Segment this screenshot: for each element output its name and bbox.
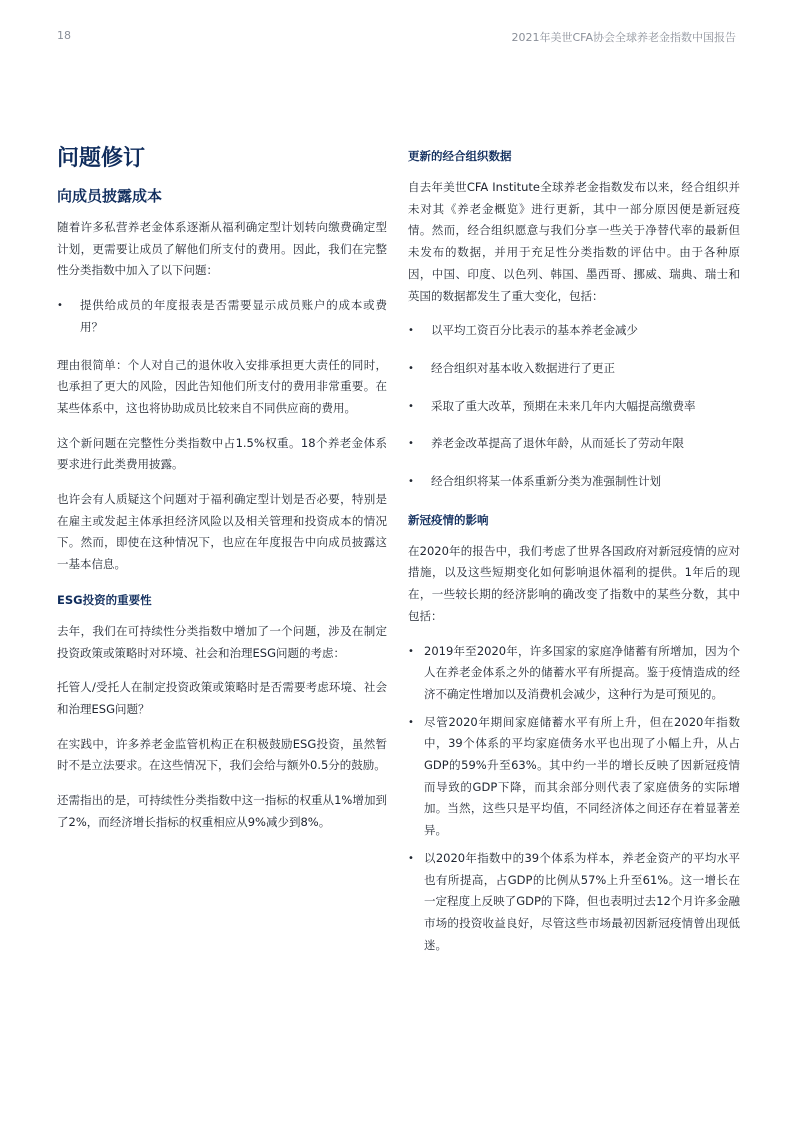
section-heading-esg: ESG投资的重要性	[57, 592, 152, 607]
list-item: • 以2020年指数中的39个体系为样本，养老金资产的平均水平也有所提高，占GDP的比例从57%上升至61%。这一增长在一定程度上反映了GDP的下降，但也表明过去12个月许多金融市场的投资收益良好，尽管这些市场最初因新冠疫情曾出现低迷。	[408, 848, 740, 957]
paragraph: 理由很简单：个人对自己的退休收入安排承担更大责任的同时，也承担了更大的风险，因此告知他们所支付的费用非常重要。在某些体系中，这也将协助成员比较来自不同供应商的费用。	[57, 357, 387, 415]
paragraph: 在2020年的报告中，我们考虑了世界各国政府对新冠疫情的应对措施，以及这些短期变化如何影响退休福利的提供。1年后的现在，一些较长期的经济影响的确改变了指数中的某些分数，其中包括：	[408, 543, 740, 623]
paragraph: 也许会有人质疑这个问题对于福利确定型计划是否必要，特别是在雇主或发起主体承担经济风险以及相关管理和投资成本的情况下。然而，即使在这种情况下，也应在年度报告中向成员披露这一基本信息。	[57, 492, 387, 572]
paragraph: 去年，我们在可持续性分类指数中增加了一个问题，涉及在制定投资政策或策略时对环境、社会和治理ESG问题的考虑：	[57, 623, 387, 660]
paragraph: 托管人/受托人在制定投资政策或策略时是否需要考虑环境、社会和治理ESG问题？	[57, 680, 387, 716]
section-heading-covid-impact: 新冠疫情的影响	[408, 512, 489, 527]
bullet-list	[408, 641, 740, 957]
section-heading-oecd-data: 更新的经合组织数据	[408, 149, 512, 163]
paragraph: 这个新问题在完整性分类指数中占1.5%权重。18个养老金体系要求进行此类费用披露。	[57, 435, 387, 472]
section-heading-cost-disclosure: 向成员披露成本	[57, 187, 163, 205]
list-item: • 经合组织将某一体系重新分类为准强制性计划	[408, 471, 740, 493]
page-title: 问题修订	[57, 146, 146, 171]
left-column	[57, 145, 387, 846]
paragraph: 自去年美世CFA Institute全球养老金指数发布以来，经合组织并未对其《养老金概览》进行更新，其中一部分原因便是新冠疫情。然而，经合组织愿意与我们分享一些关于净替代率的最新但未发布的数据，并用于充足性分类指数的评估中。由于各种原因，中国、印度、以色列、韩国、墨西哥、挪威、瑞典、瑞士和英国的数据都发生了重大变化，包括：	[408, 180, 740, 303]
paragraph: 在实践中，许多养老金监管机构正在积极鼓励ESG投资，虽然暂时不是立法要求。在这些情况下，我们会给与额外0.5分的鼓励。	[57, 736, 387, 773]
list-item: • 尽管2020年期间家庭储蓄水平有所上升，但在2020年指数中，39个体系的平均家庭债务水平也出现了小幅上升，从占GDP的59%升至63%。其中约一半的增长反映了因新冠疫情而导致的GDP下降，而其余部分则代表了家庭债务的实际增加。当然，这些只是平均值，不同经济体之间还存在着显著差异。	[408, 712, 740, 842]
list-item: • 养老金改革提高了退休年龄，从而延长了劳动年限	[408, 433, 740, 455]
list-item: • 2019年至2020年，许多国家的家庭净储蓄有所增加，因为个人在养老金体系之外的储蓄水平有所提高。鉴于疫情造成的经济不确定性增加以及消费机会减少，这种行为是可预见的。	[408, 641, 740, 706]
bullet-list	[408, 320, 740, 493]
list-item: • 经合组织对基本收入数据进行了更正	[408, 358, 740, 380]
right-column	[408, 145, 740, 969]
list-item: • 提供给成员的年度报表是否需要显示成员账户的成本或费用？	[57, 295, 387, 338]
list-item: • 采取了重大改革，预期在未来几年内大幅提高缴费率	[408, 396, 740, 418]
paragraph: 随着许多私营养老金体系逐渐从福利确定型计划转向缴费确定型计划，更需要让成员了解他们所支付的费用。因此，我们在完整性分类指数中加入了以下问题：	[57, 220, 387, 278]
list-item: • 以平均工资百分比表示的基本养老金减少	[408, 320, 740, 342]
page-number: 18	[57, 29, 71, 42]
running-header: 2021年美世CFA协会全球养老金指数中国报告	[511, 31, 736, 44]
bullet-list	[57, 295, 387, 338]
paragraph: 还需指出的是，可持续性分类指数中这一指标的权重从1%增加到了2%，而经济增长指标的权重相应从9%减少到8%。	[57, 793, 387, 829]
